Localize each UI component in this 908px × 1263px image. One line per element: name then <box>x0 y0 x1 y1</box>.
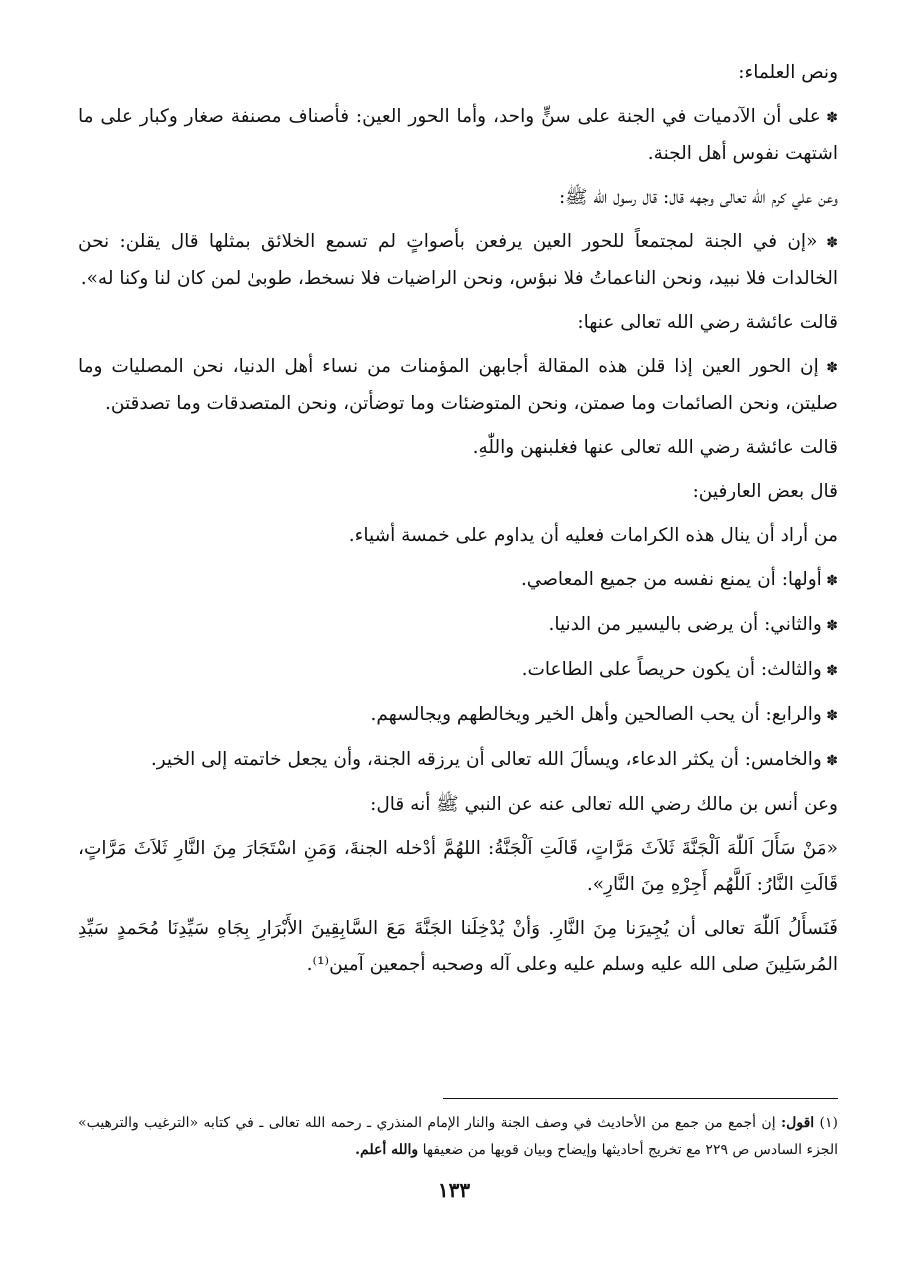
paragraph-aisha-overcame: قالت عائشة رضي الله تعالى عنها فغلبنهن واللّٰهِ. <box>472 437 838 458</box>
paragraph-ali-narration: وعن علي كرم الله تعالى وجهه قال: قال رسول الله ﷺ: <box>558 187 838 208</box>
paragraph-adamiyat: ✽ على أن الآدميات في الجنة على سنٍّ واحد، وأما الحور العين: فأصناف مصنفة صغار وكبار على ما اشتهت نفوس أهل الجنة. <box>78 99 838 172</box>
paragraph-five-things: من أراد أن ينال هذه الكرامات فعليه أن يداوم على خمسة أشياء. <box>348 525 838 546</box>
paragraph-anas-narration: وعن أنس بن مالك رضي الله تعالى عنه عن النبي ﷺ أنه قال: <box>370 794 838 815</box>
footnote-marker: (١) <box>819 1115 839 1131</box>
paragraph-arifin: قال بعض العارفين: <box>692 481 838 502</box>
list-item-first: ✽ أولها: أن يمنع نفسه من جميع المعاصي. <box>78 562 838 599</box>
paragraph-believers-answer: ✽ إن الحور العين إذا قلن هذه المقالة أجابهن المؤمنات من نساء أهل الدنيا، نحن المصليات وما صليتن، ونحن الصائمات وما صمتن، ونحن المتوضئات وما توضأتن، ونحن المتصدقات وما تصدقتن. <box>78 349 838 422</box>
list-item-third: ✽ والثالث: أن يكون حريصاً على الطاعات. <box>78 652 838 689</box>
list-item-fourth: ✽ والرابع: أن يحب الصالحين وأهل الخير ويخالطهم ويجالسهم. <box>78 697 838 734</box>
footnote <box>78 1110 838 1164</box>
footnote-divider <box>443 1098 838 1099</box>
paragraph-dua: فَنَسأَلُ اَللّٰهَ تعالى أن يُجِيرَنا مِنَ النَّارِ. وَأنْ يُدْخِلَنا الجَنَّةَ مَعَ السَّابِقِينَ الأَبْرَارِ بِجَاهِ سَيِّدِنَا مُحَمدٍ سَيِّدِ المُرسَلِينَ صلى الله عليه وسلم عليه وعلى آله وصحبه أجمعين آمين⁽¹⁾. <box>78 918 838 975</box>
footnote-lead: اقول: <box>781 1115 815 1131</box>
list-item-fifth: ✽ والخامس: أن يكثر الدعاء، ويسألَ الله تعالى أن يرزقه الجنة، وأن يجعل خاتمته إلى الخير. <box>78 742 838 779</box>
list-item-second: ✽ والثاني: أن يرضى باليسير من الدنيا. <box>78 607 838 644</box>
paragraph-intro: ونص العلماء: <box>738 62 838 83</box>
paragraph-hadith-hur: ✽ «إن في الجنة لمجتمعاً للحور العين يرفعن بأصواتٍ لم تسمع الخلائق بمثلها قال يقلن: نحن الخالدات فلا نبيد، ونحن الناعماتُ فلا نبؤس، ونحن الراضيات فلا نسخط، طوبىٰ لمن كان لنا وكنا له». <box>78 224 838 297</box>
paragraph-hadith-jannah: «مَنْ سَأَلَ اَللّٰهَ اَلْجَنَّةَ ثَلاَثَ مَرَّاتٍ، قَالَتِ اَلْجَنَّةُ: اللهُمَّ أدْخله الجنةَ، وَمَنِ اسْتَجَارَ مِنَ النَّارِ ثَلاَثَ مَرَّاتٍ، قَالَتِ النَّارُ: اَللَّهُم أَجِرْهِ مِنَ النَّارِ». <box>78 838 838 895</box>
page-number: ١٣٣ <box>437 1178 471 1202</box>
footnote-text: إن أجمع من جمع من الأحاديث في وصف الجنة والنار الإمام المنذري ـ رحمه الله تعالى ـ في كتابه «الترغيب والترهيب» الجزء السادس ص ٢٢٩ مع تخريج أحاديثها وإيضاح وبيان قويها من ضعيفها <box>78 1115 838 1158</box>
paragraph-aisha-said: قالت عائشة رضي الله تعالى عنها: <box>577 312 838 333</box>
page-body <box>78 55 838 991</box>
footnote-closing: والله أعلم. <box>355 1142 419 1158</box>
